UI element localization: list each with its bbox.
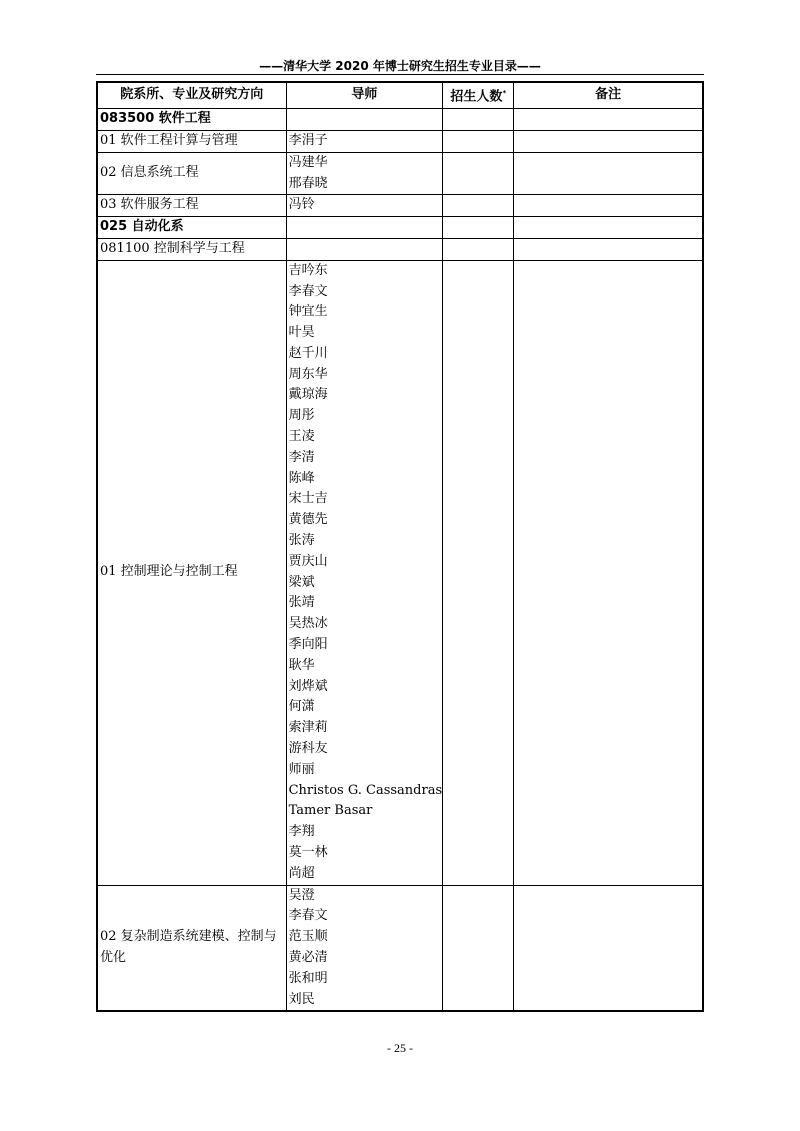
advisor-cell [286, 238, 443, 260]
quota-cell [443, 260, 514, 885]
advisor-name: 师丽 [288, 761, 315, 777]
table-row [97, 885, 703, 1011]
advisor-name: Tamer Basar [288, 803, 373, 819]
department-cell: 083500 软件工程 [97, 109, 286, 131]
advisor-name: 戴琼海 [288, 387, 328, 403]
table-row [97, 109, 703, 131]
advisor-cell [286, 109, 443, 131]
advisor-name: 刘烨斌 [288, 678, 328, 694]
advisor-name: 冯铃 [288, 197, 315, 213]
advisor-name: 邢春晓 [288, 175, 328, 191]
advisor-name: 范玉顺 [288, 929, 328, 945]
quota-cell [443, 238, 514, 260]
research-direction-cell: 01 控制理论与控制工程 [97, 260, 286, 885]
table-row [97, 238, 703, 260]
advisor-name: 莫一林 [288, 845, 328, 861]
table-row [97, 152, 703, 195]
quota-cell [443, 109, 514, 131]
column-header-quota [443, 82, 514, 109]
advisor-list [289, 195, 441, 216]
column-header-department: 院系所、专业及研究方向 [97, 82, 286, 109]
advisor-cell [286, 195, 443, 217]
remarks-cell [514, 260, 703, 885]
catalog-body [97, 109, 703, 1012]
advisor-name: 黄必清 [288, 950, 328, 965]
advisor-name: 张涛 [288, 533, 315, 549]
advisor-name: 何潇 [288, 699, 315, 715]
advisor-name: 李春文 [288, 908, 328, 924]
column-header-advisor: 导师 [286, 82, 443, 109]
advisor-name: 贾庆山 [288, 553, 328, 569]
remarks-cell [514, 238, 703, 260]
research-direction-cell: 01 软件工程计算与管理 [97, 130, 286, 152]
advisor-name: 黄德先 [288, 512, 328, 528]
quota-cell [443, 885, 514, 1011]
advisor-list [289, 886, 441, 1011]
advisor-name: 刘民 [288, 991, 315, 1007]
advisor-name: 宋士吉 [288, 491, 328, 507]
advisor-name: 李翔 [288, 824, 315, 840]
advisor-name: 王凌 [288, 429, 315, 445]
quota-cell [443, 130, 514, 152]
research-direction-cell: 02 复杂制造系统建模、控制与优化 [97, 885, 286, 1011]
page-header-title: ——清华大学 2020 年博士研究生招生专业目录—— [259, 59, 541, 73]
advisor-name: 季向阳 [288, 637, 328, 653]
advisor-name: 李春文 [288, 283, 328, 299]
department-cell: 025 自动化系 [97, 217, 286, 239]
quota-cell [443, 217, 514, 239]
advisor-name: 赵千川 [288, 345, 328, 361]
advisor-name: 李清 [288, 449, 315, 465]
major-cell: 081100 控制科学与工程 [97, 238, 286, 260]
advisor-cell [286, 885, 443, 1011]
advisor-name: 游科友 [288, 741, 328, 757]
advisor-cell [286, 152, 443, 195]
advisor-cell [286, 130, 443, 152]
advisor-name: 吴热冰 [288, 616, 328, 632]
remarks-cell [514, 152, 703, 195]
advisor-name: 钟宜生 [288, 304, 328, 320]
advisor-name: 周东华 [288, 366, 328, 382]
advisor-name: 梁斌 [288, 574, 315, 590]
catalog-table [96, 81, 704, 1012]
research-direction-cell: 03 软件服务工程 [97, 195, 286, 217]
quota-note-mark: * [502, 89, 507, 97]
advisor-name: 冯建华 [288, 154, 328, 170]
remarks-cell [514, 195, 703, 217]
advisor-name: 叶昊 [288, 325, 315, 341]
remarks-cell [514, 217, 703, 239]
advisor-name: 耿华 [288, 657, 315, 673]
advisor-name: 陈峰 [288, 470, 315, 486]
advisor-cell [286, 217, 443, 239]
advisor-list [289, 131, 441, 152]
column-header-quota-label: 招生人数 [450, 89, 503, 105]
advisor-list [289, 153, 441, 195]
table-row [97, 130, 703, 152]
remarks-cell [514, 109, 703, 131]
advisor-name: 周彤 [288, 408, 315, 424]
advisor-name: 索津莉 [288, 720, 328, 736]
table-row [97, 217, 703, 239]
advisor-name: 吴澄 [288, 887, 315, 903]
advisor-list [289, 261, 441, 885]
table-row [97, 260, 703, 885]
advisor-name: Christos G. Cassandras [288, 782, 443, 798]
remarks-cell [514, 130, 703, 152]
research-direction-cell: 02 信息系统工程 [97, 152, 286, 195]
advisor-name: 李涓子 [288, 132, 328, 148]
header-rule [96, 74, 704, 75]
table-row [97, 195, 703, 217]
table-header-row [97, 82, 703, 109]
advisor-cell [286, 260, 443, 885]
advisor-name: 尚超 [288, 865, 315, 881]
column-header-remarks: 备注 [514, 82, 703, 109]
advisor-name: 张和明 [288, 970, 328, 986]
advisor-name: 张靖 [288, 595, 315, 611]
quota-cell [443, 195, 514, 217]
page-number: - 25 - [387, 1041, 413, 1055]
advisor-name: 吉吟东 [288, 262, 328, 278]
remarks-cell [514, 885, 703, 1011]
quota-cell [443, 152, 514, 195]
